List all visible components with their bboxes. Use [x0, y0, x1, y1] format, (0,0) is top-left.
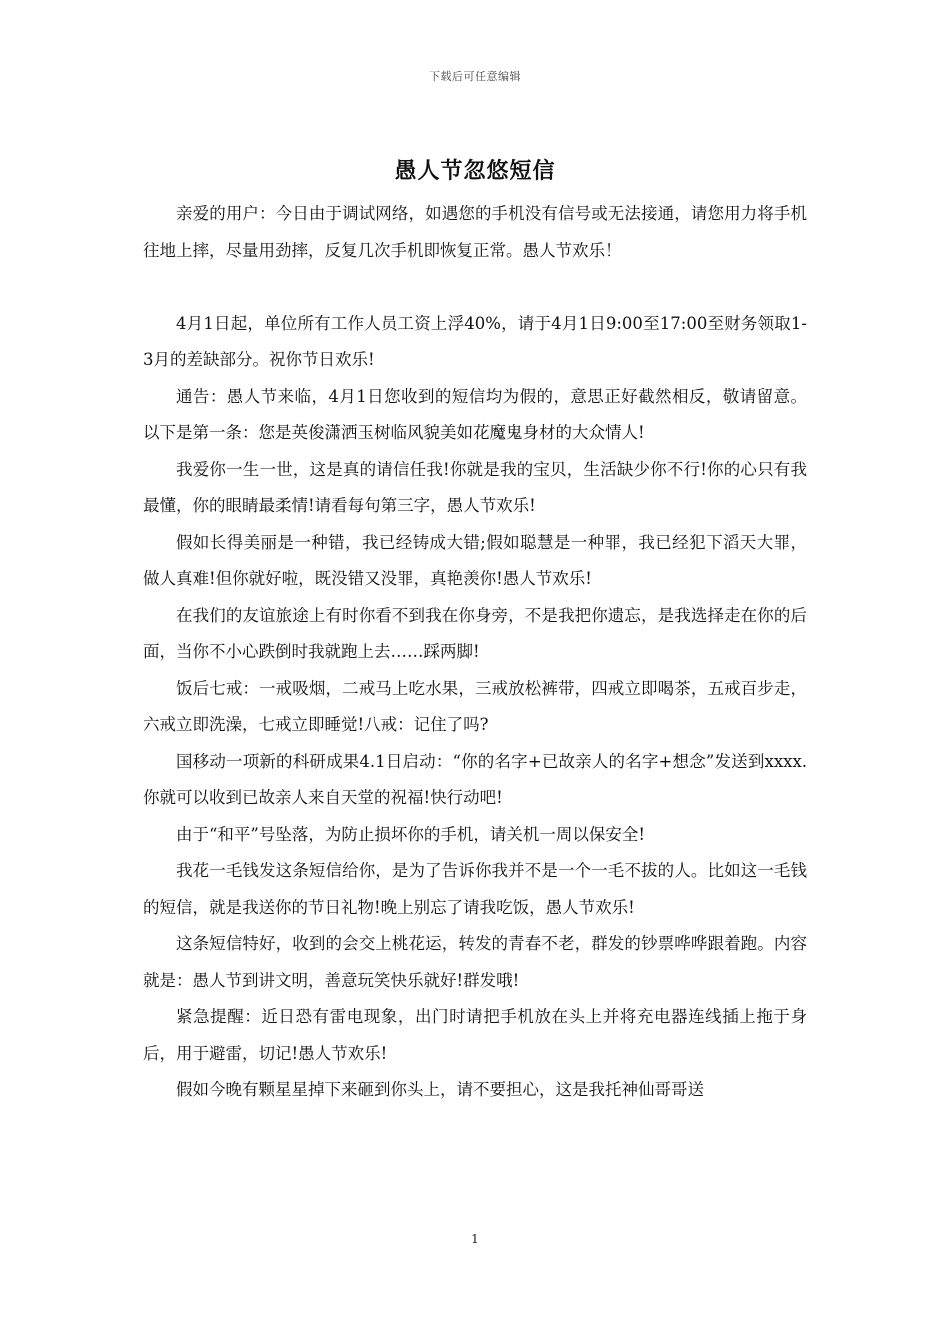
paragraph: 假如今晚有颗星星掉下来砸到你头上，请不要担心，这是我托神仙哥哥送 — [176, 1080, 704, 1099]
paragraph: 我花一毛钱发这条短信给你，是为了告诉你我并不是一个一毛不拔的人。比如这一毛钱的短信，就是我送你的节日礼物!晚上别忘了请我吃饭，愚人节欢乐! — [143, 861, 807, 917]
paragraph: 饭后七戒：一戒吸烟，二戒马上吃水果，三戒放松裤带，四戒立即喝茶，五戒百步走，六戒立即洗澡，七戒立即睡觉!八戒：记住了吗? — [143, 678, 807, 734]
document-body — [143, 196, 807, 1109]
document-title: 愚人节忽悠短信 — [394, 158, 556, 184]
paragraph: 这条短信特好，收到的会交上桃花运，转发的青春不老，群发的钞票哗哗跟着跑。内容就是：愚人节到讲文明，善意玩笑快乐就好!群发哦! — [143, 934, 807, 990]
paragraph: 在我们的友谊旅途上有时你看不到我在你身旁，不是我把你遗忘，是我选择走在你的后面，当你不小心跌倒时我就跑上去……踩两脚! — [143, 605, 807, 661]
paragraph: 紧急提醒：近日恐有雷电现象，出门时请把手机放在头上并将充电器连线插上拖于身后，用于避雷，切记!愚人节欢乐! — [143, 1007, 807, 1063]
page-number: 1 — [471, 1232, 479, 1246]
blank-line — [143, 269, 807, 306]
paragraph: 国移动一项新的科研成果4.1日启动：“你的名字+已故亲人的名字+想念”发送到xxxx.你就可以收到已故亲人来自天堂的祝福!快行动吧! — [143, 751, 807, 807]
paragraph: 我爱你一生一世，这是真的请信任我!你就是我的宝贝，生活缺少你不行!你的心只有我最懂，你的眼睛最柔情!请看每句第三字，愚人节欢乐! — [143, 459, 807, 515]
header-note: 下载后可任意编辑 — [429, 70, 521, 83]
paragraph: 亲爱的用户：今日由于调试网络，如遇您的手机没有信号或无法接通，请您用力将手机往地上摔，尽量用劲摔，反复几次手机即恢复正常。愚人节欢乐！ — [143, 204, 807, 260]
paragraph: 假如长得美丽是一种错，我已经铸成大错;假如聪慧是一种罪，我已经犯下滔天大罪，做人真难!但你就好啦，既没错又没罪，真艳羡你!愚人节欢乐! — [143, 532, 807, 588]
paragraph: 通告：愚人节来临，4月1日您收到的短信均为假的，意思正好截然相反，敬请留意。以下是第一条：您是英俊潇洒玉树临风貌美如花魔鬼身材的大众情人! — [143, 386, 807, 442]
paragraph: 4月1日起，单位所有工作人员工资上浮40%，请于4月1日9:00至17:00至财务领取1-3月的差缺部分。祝你节日欢乐! — [143, 313, 807, 369]
paragraph: 由于“和平”号坠落，为防止损坏你的手机，请关机一周以保安全! — [176, 824, 646, 844]
